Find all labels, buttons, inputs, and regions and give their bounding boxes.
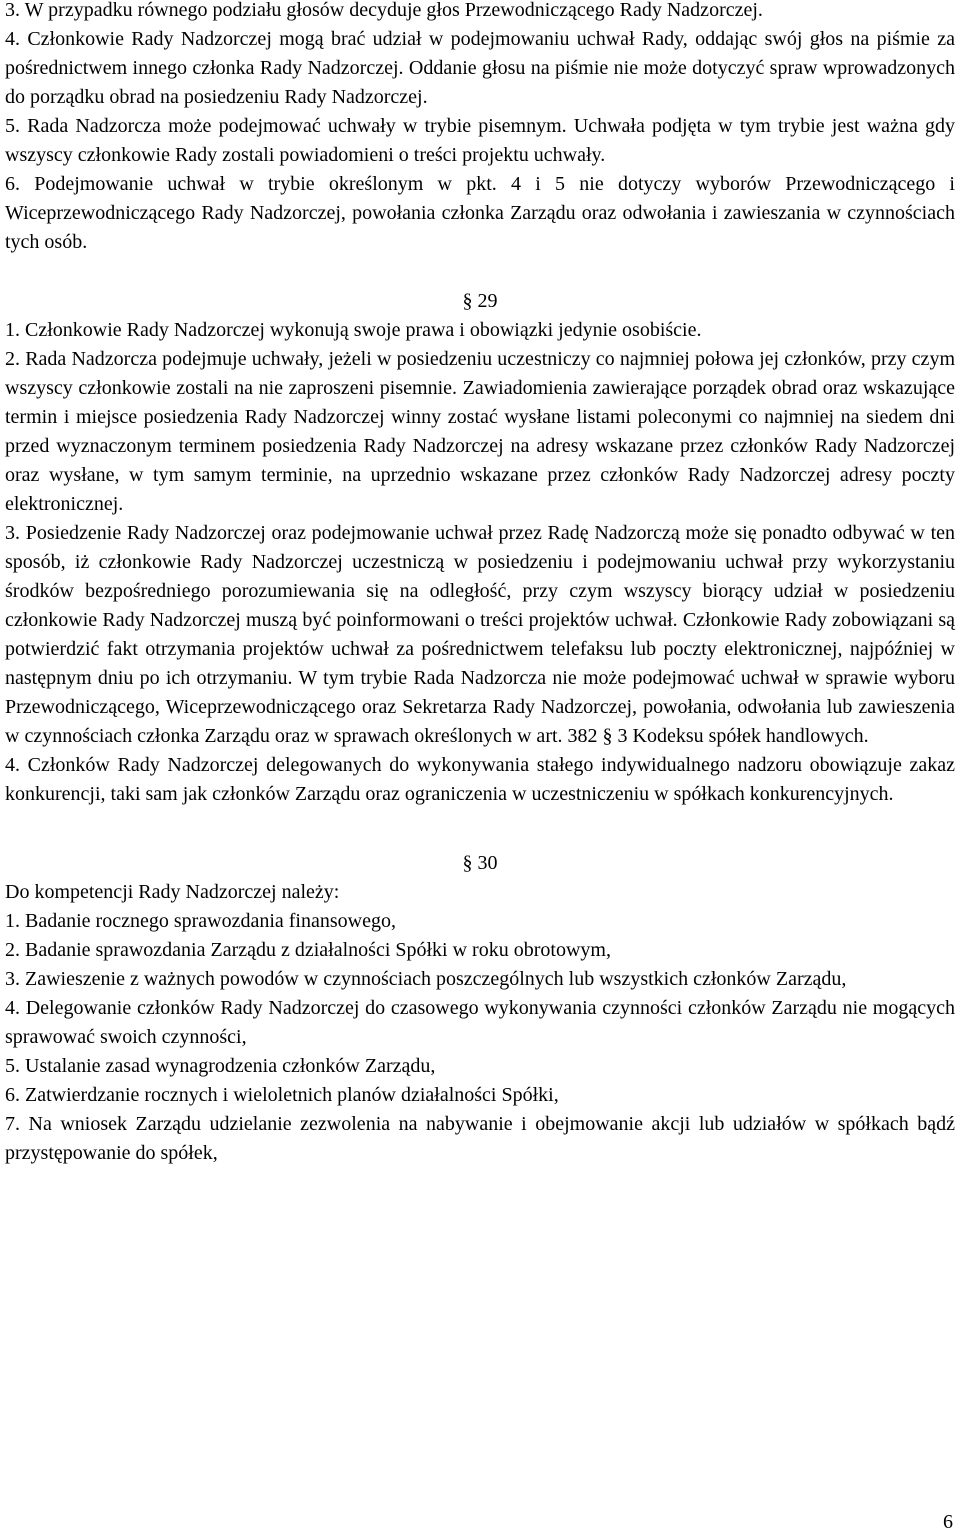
section-30-item-1: 1. Badanie rocznego sprawozdania finansowego, <box>5 910 396 932</box>
section-30-item-4: 4. Delegowanie członków Rady Nadzorczej do czasowego wykonywania czynności członków Zarządu nie mogących sprawować swoich czynności, <box>5 997 955 1048</box>
section-heading-29: § 29 <box>462 290 498 312</box>
section-spacer <box>5 809 955 819</box>
section-30-item-5: 5. Ustalanie zasad wynagrodzenia członków Zarządu, <box>5 1055 436 1077</box>
section-30-item-7: 7. Na wniosek Zarządu udzielanie zezwolenia na nabywanie i obejmowanie akcji lub udziałów w spółkach bądź przystępowanie do spółek, <box>5 1113 955 1164</box>
section-30-item-3: 3. Zawieszenie z ważnych powodów w czynnościach poszczególnych lub wszystkich członków Zarządu, <box>5 968 847 990</box>
paragraph-top-6: 6. Podejmowanie uchwał w trybie określonym w pkt. 4 i 5 nie dotyczy wyborów Przewodniczącego i Wiceprzewodniczącego Rady Nadzorczej, powołania członka Zarządu oraz odwołania i zawieszania w czynnościach tych osób. <box>5 173 955 253</box>
section-29-paragraph-3: 3. Posiedzenie Rady Nadzorczej oraz podejmowanie uchwał przez Radę Nadzorczą może się ponadto odbywać w ten sposób, iż członkowie Rady Nadzorczej uczestniczą w posiedzeniu i podejmowaniu uchwał przy wykorzystaniu środków bezpośredniego porozumiewania się na odległość, przy czym wszyscy biorący udział w posiedzeniu członkowie Rady Nadzorczej muszą być poinformowani o treści projektów uchwał. Członkowie Rady zobowiązani są potwierdzić fakt otrzymania projektów uchwał za pośrednictwem telefaksu lub poczty elektronicznej, najpóźniej w następnym dniu po ich otrzymaniu. W tym trybie Rada Nadzorcza nie może podejmować uchwał w sprawie wyboru Przewodniczącego, Wiceprzewodniczącego oraz Sekretarza Rady Nadzorczej, powołania, odwołania lub zawieszenia w czynnościach członka Zarządu oraz w sprawach określonych w art. 382 § 3 Kodeksu spółek handlowych. <box>5 522 955 747</box>
paragraph-top-5: 5. Rada Nadzorcza może podejmować uchwały w trybie pisemnym. Uchwała podjęta w tym trybie jest ważna gdy wszyscy członkowie Rady zostali powiadomieni o treści projektu uchwały. <box>5 115 955 166</box>
section-30-item-6: 6. Zatwierdzanie rocznych i wieloletnich planów działalności Spółki, <box>5 1084 559 1106</box>
section-30-item-2: 2. Badanie sprawozdania Zarządu z działalności Spółki w roku obrotowym, <box>5 939 611 961</box>
paragraph-top-4: 4. Członkowie Rady Nadzorczej mogą brać udział w podejmowaniu uchwał Rady, oddając swój głos na piśmie za pośrednictwem innego członka Rady Nadzorczej. Oddanie głosu na piśmie nie może dotyczyć spraw wprowadzonych do porządku obrad na posiedzeniu Rady Nadzorczej. <box>5 28 955 108</box>
section-heading-30: § 30 <box>462 852 498 874</box>
page-number: 6 <box>943 1511 953 1533</box>
section-29-paragraph-1: 1. Członkowie Rady Nadzorczej wykonują swoje prawa i obowiązki jedynie osobiście. <box>5 319 702 341</box>
section-29-paragraph-4: 4. Członków Rady Nadzorczej delegowanych do wykonywania stałego indywidualnego nadzoru obowiązuje zakaz konkurencji, taki sam jak członków Zarządu oraz ograniczenia w uczestniczeniu w spółkach konkurencyjnych. <box>5 754 955 805</box>
paragraph-top-3: 3. W przypadku równego podziału głosów decyduje głos Przewodniczącego Rady Nadzorczej. <box>5 0 763 21</box>
document-content <box>5 0 955 1168</box>
section-29-paragraph-2: 2. Rada Nadzorcza podejmuje uchwały, jeżeli w posiedzeniu uczestniczy co najmniej połowa jej członków, przy czym wszyscy członkowie zostali na nie zaproszeni pisemnie. Zawiadomienia zawierające porządek obrad oraz wskazujące termin i miejsce posiedzenia Rady Nadzorczej winny zostać wysłane listami poleconymi co najmniej na siedem dni przed wyznaczonym terminem posiedzenia Rady Nadzorczej na adresy wskazane przez członków Rady Nadzorczej oraz wysłane, w tym samym terminie, na uprzednio wskazane przez członków Rady Nadzorczej adresy poczty elektronicznej. <box>5 348 955 515</box>
section-30-intro: Do kompetencji Rady Nadzorczej należy: <box>5 881 340 903</box>
